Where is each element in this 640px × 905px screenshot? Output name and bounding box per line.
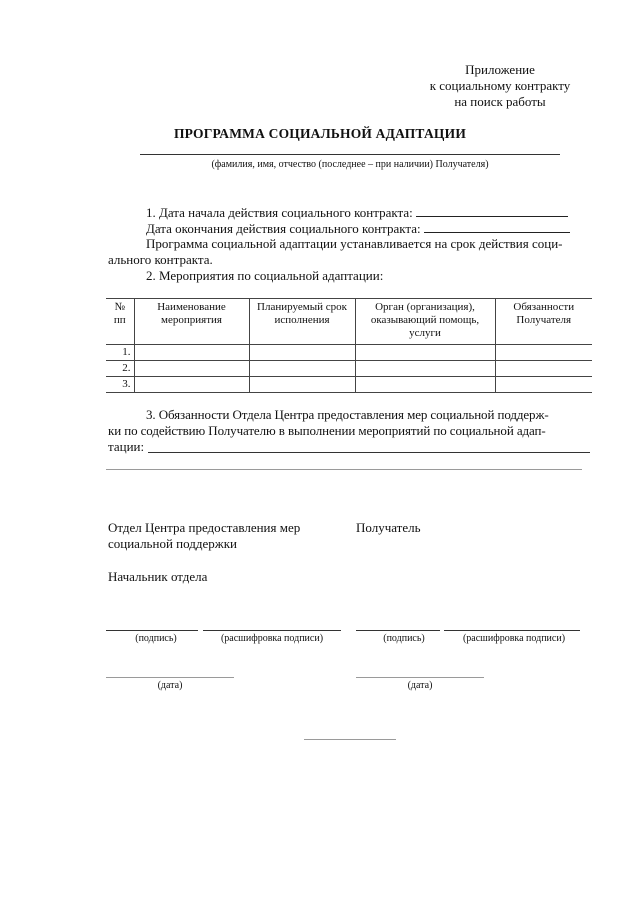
table-row [106, 361, 592, 377]
section3-line: ки по содействию Получателю в выполнении мероприятий по социальной адап- [108, 423, 546, 438]
table-cell [134, 361, 249, 377]
end-date-label: Дата окончания действия социального контракта: [146, 221, 421, 236]
recipient-caption: (фамилия, имя, отчество (последнее – при наличии) Получателя) [211, 159, 489, 170]
recipient-name-line [140, 154, 560, 155]
end-date-field [424, 220, 570, 233]
table-cell [495, 377, 592, 393]
right-decryption-caption: (расшифровка подписи) [462, 633, 566, 644]
appendix-block [360, 62, 640, 110]
table-header-row [106, 299, 592, 345]
row-number: 2. [106, 361, 134, 377]
left-decryption-line [203, 630, 341, 631]
table-cell [249, 361, 355, 377]
right-date-caption: (дата) [407, 680, 433, 691]
start-date-field [416, 204, 568, 217]
row-number: 3. [106, 377, 134, 393]
table-cell [134, 345, 249, 361]
right-signature-caption: (подпись) [383, 633, 425, 644]
left-date-line [106, 677, 234, 678]
header-organization: Орган (организация), оказывающий помощь, услуги [355, 299, 495, 345]
table-row [106, 345, 592, 361]
document-title: ПРОГРАММА СОЦИАЛЬНОЙ АДАПТАЦИИ [173, 126, 467, 141]
section2-label: 2. Мероприятия по социальной адаптации: [146, 268, 384, 283]
table-cell [355, 361, 495, 377]
table-cell [249, 377, 355, 393]
left-signature-line [106, 630, 198, 631]
table-cell [355, 345, 495, 361]
recipient-label: Получатель [356, 520, 421, 535]
duties-fill-line [106, 469, 582, 470]
header-measure-name: Наименование мероприятия [134, 299, 249, 345]
right-date-line [356, 677, 484, 678]
end-date-row [108, 220, 592, 237]
table-row [106, 377, 592, 393]
table-cell [495, 361, 592, 377]
footer-separator [304, 739, 396, 740]
appendix-line: к социальному контракту [429, 78, 571, 93]
table-cell [134, 377, 249, 393]
table-cell [249, 345, 355, 361]
left-date-caption: (дата) [157, 680, 183, 691]
table-cell [355, 377, 495, 393]
start-date-label: 1. Дата начала действия социального контракта: [146, 205, 413, 220]
department-signatory [108, 520, 348, 552]
section3-line: тации: [108, 439, 145, 454]
right-decryption-line [444, 630, 580, 631]
right-signature-line [356, 630, 440, 631]
head-of-department-label: Начальник отдела [108, 569, 208, 584]
program-duration-line: Программа социальной адаптации устанавливается на срок действия соци- [146, 236, 563, 251]
left-signature-caption: (подпись) [135, 633, 177, 644]
header-recipient-duties: Обязанности Получателя [495, 299, 592, 345]
start-date-row [108, 204, 592, 221]
left-decryption-caption: (расшифровка подписи) [220, 633, 324, 644]
appendix-line: на поиск работы [454, 94, 546, 109]
measures-table [106, 298, 592, 393]
header-planned-term: Планируемый срок исполнения [249, 299, 355, 345]
program-duration-line-cont: ального контракта. [108, 252, 213, 267]
department-name-line: Отдел Центра предоставления мер [108, 520, 301, 535]
department-name-line: социальной поддержки [108, 536, 237, 551]
section3-line: 3. Обязанности Отдела Центра предоставления мер социальной поддерж- [146, 407, 549, 422]
header-number: № пп [106, 299, 134, 345]
duties-fill-line [148, 452, 590, 453]
appendix-line: Приложение [465, 62, 535, 77]
table-cell [495, 345, 592, 361]
row-number: 1. [106, 345, 134, 361]
